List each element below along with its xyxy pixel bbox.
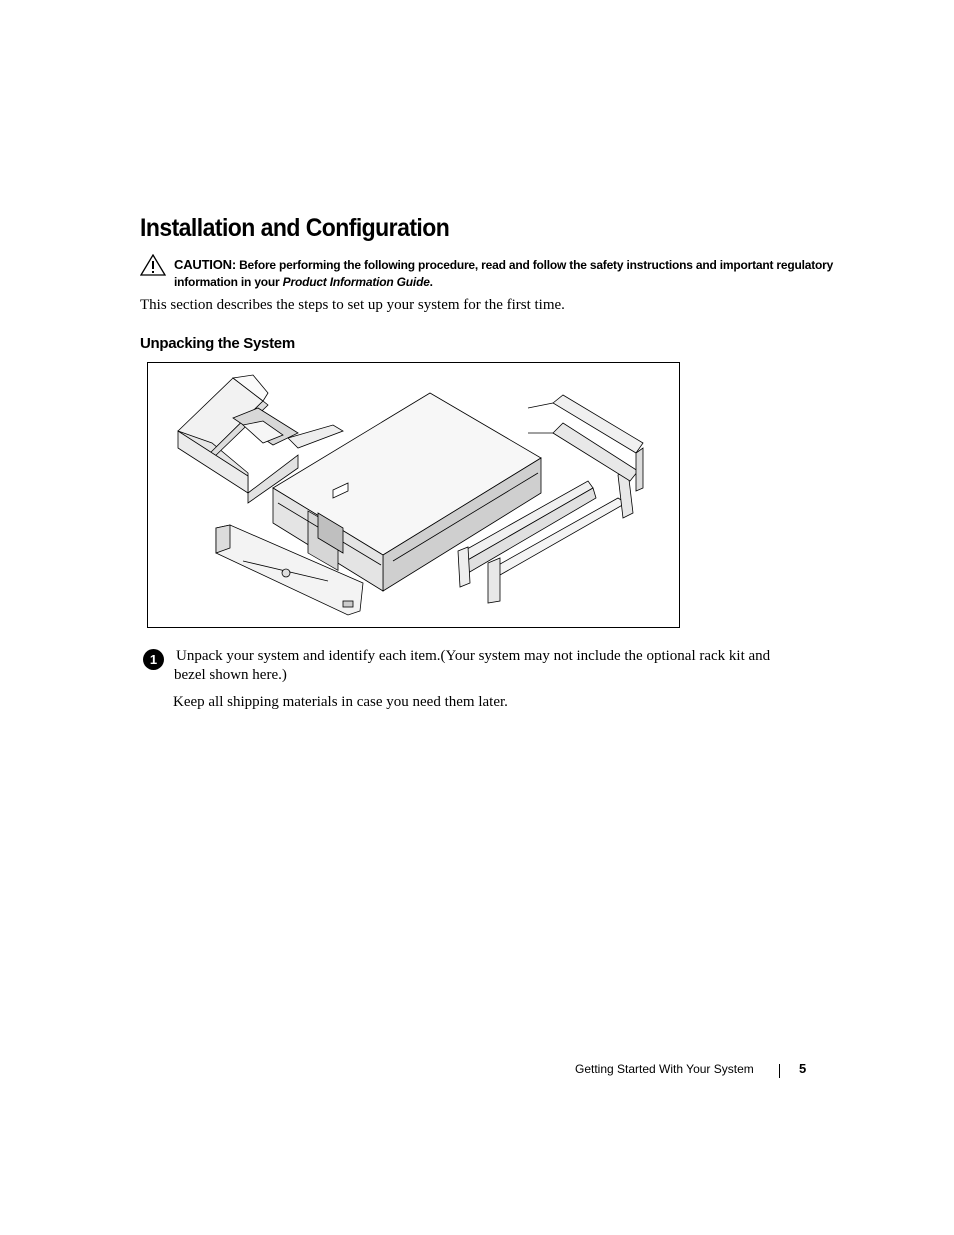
step-number-badge: 1 [143, 649, 164, 670]
caution-label: CAUTION: [174, 257, 236, 272]
footer-title: Getting Started With Your System [575, 1062, 754, 1076]
footer-divider [779, 1064, 780, 1078]
caution-warning-icon [140, 254, 166, 276]
step-1-text: Unpack your system and identify each item.(Your system may not include the optional rack kit and bezel shown here.) [174, 648, 771, 683]
page-number: 5 [799, 1061, 807, 1076]
unpacking-illustration [148, 363, 679, 627]
page-title: Installation and Configuration [140, 214, 450, 242]
page-footer [575, 1061, 815, 1081]
caution-guide-title: Product Information Guide [282, 275, 430, 289]
caution-text [174, 256, 834, 291]
cable-arm-illustration [528, 395, 643, 491]
intro-paragraph: This section describes the steps to set up your system for the first time. [140, 297, 565, 313]
unpacking-figure [147, 362, 680, 628]
section-title: Unpacking the System [140, 335, 295, 352]
keep-materials-note: Keep all shipping materials in case you need them later. [173, 694, 508, 710]
caution-body: Before performing the following procedure, read and follow the safety instructions and important regulatory information in your [174, 258, 834, 289]
caution-end: . [429, 275, 433, 289]
